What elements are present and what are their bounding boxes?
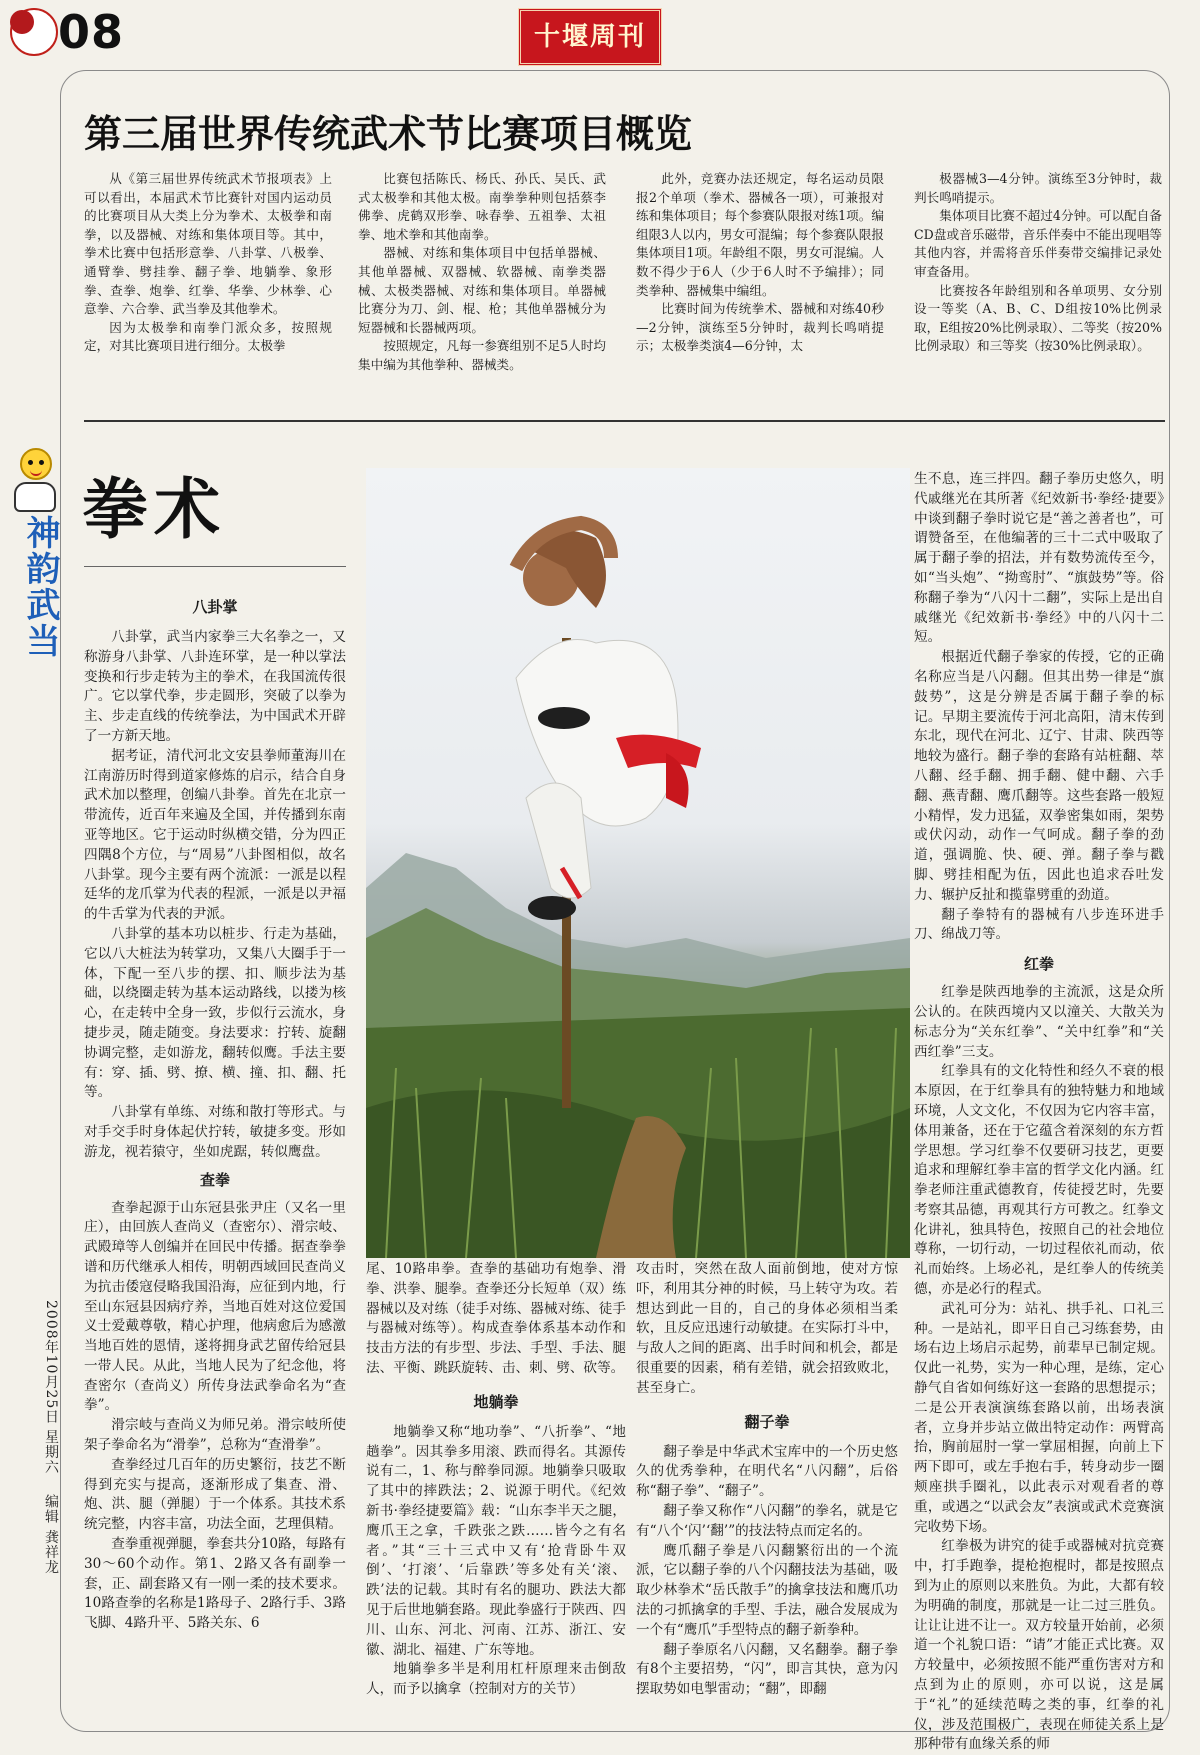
paragraph: 红拳具有的文化特性和经久不衰的根本原因，在于红拳具有的独特魅力和地域环境，人文文化，不仅因为它内容丰富，体用兼备，还在于它蕴含着深刻的东方哲学思想。学习红拳不仅要研习技艺，更要追求和理解红拳丰富的哲学文化内涵。红拳老师注重武德教育，传徒授艺时，先要考察其品德，再观其行方可教之。红拳文化讲礼，独具特色，按照自己的社会地位尊称，一切行动，一切过程依礼而动，依礼而始终。上场必礼，是红拳人的传统美德，亦是必行的程式。	[914, 1063, 1164, 1298]
paragraph: 从《第三届世界传统武术节报项表》上可以看出，本届武术节比赛针对国内运动员的比赛项目从大类上分为拳术、太极拳和南拳，以及器械、对练和集体项目等。其中，拳术比赛中包括形意拳、八卦掌、八极拳、通臂拳、劈挂拳、翻子拳、地躺拳、象形拳、查拳、炮拳、红拳、华拳、少林拳、心意拳、六合拳、武当拳及其他拳术。	[84, 171, 332, 317]
mascot-eye-icon	[28, 460, 33, 465]
paragraph: 武礼可分为：站礼、拱手礼、口礼三种。一是站礼，即平日自己习练套势，由场右边上场启示起势，前辈早已制定规。仅此一礼势，实为一种心理，是练，定心静气自省如何练好这一套路的思想提示；二是公开表演演练套路以前，出场表演者，立身并步站立做出特定动作：两臂高抬，胸前屈肘一掌一掌屈相握，向前上下两下即可，或左手抱右手，转身动步一圈颊座拱手圈礼，以此表示对观看者的尊重，或遇之“以武会友”表演或武术竞赛演完收势下场。	[914, 1300, 1164, 1535]
middle-column-b	[636, 1260, 898, 1730]
paragraph: 查拳重视弹腿，拳套共分10路，每路有30～60个动作。第1、2路又各有副拳一套，正、副套路又有一刚一柔的技术要求。10路查拳的名称是1路母子、2路行手、3路飞脚、4路升平、5路关东、6	[84, 1536, 346, 1632]
subheading-fanzi: 翻子拳	[744, 1412, 790, 1431]
paragraph: 比赛按各年龄组别和各单项男、女分别设一等奖（A、B、C、D组按10%比例录取，E组按20%比例录取）、二等奖（按20%比例录取）和三等奖（按30%比例录取）。	[914, 282, 1162, 354]
right-column	[914, 470, 1164, 1753]
column-name: 神韵武当	[20, 515, 60, 659]
section-title: 拳术	[82, 471, 226, 548]
article-column-4	[914, 170, 1162, 408]
mascot-body-icon	[14, 482, 56, 512]
paragraph: 红拳是陕西地拳的主流派，这是众所公认的。在陕西境内又以潼关、大散关为标志分为“关东红拳”、“关中红拳”和“关西红拳”三支。	[914, 984, 1164, 1060]
martial-artist-on-pole-icon	[366, 468, 910, 1258]
paragraph: 比赛时间为传统拳术、器械和对练40秒—2分钟，演练至5分钟时，裁判长鸣哨提示；太极拳类演4—6分钟，太	[636, 301, 884, 354]
paragraph: 按照规定，凡每一参赛组别不足5人时均集中编为其他拳种、器械类。	[358, 338, 606, 372]
paragraph: 器械、对练和集体项目中包括单器械、其他单器械、双器械、软器械、南拳类器械、太极类器械、对练和集体项目。单器械比赛分为刀、剑、棍、枪；其他单器械分为短器械和长器械两项。	[358, 245, 606, 335]
editor-credit: 编辑 龚祥龙	[43, 1494, 59, 1575]
article-column-1	[84, 170, 332, 408]
paragraph: 查拳起源于山东冠县张尹庄（又名一里庄），由回族人查尚义（查密尔）、滑宗岐、武殿璋等人创编并在回民中传播。据查拳拳谱和历代继承人相传，明朝西域回民查尚义为抗击倭寇侵略我国沿海，应征到内地，行至山东冠县因病疗养，当地百姓对这位爱国义士爱戴尊敬，精心护理，他病愈后为感激当地百姓的恩情，遂将拥身武艺留传给冠县一带人民。从此，当地人民为了纪念他，将查密尔（查尚义）所传身法武拳命名为“查拳”。	[84, 1199, 346, 1414]
paragraph: 翻子拳原名八闪翻，又名翻拳。翻子拳有8个主要招势，“闪”，即言其快，意为闪摆取势如电掣雷动；“翻”，即翻	[636, 1641, 898, 1698]
paragraph: 八卦掌有单练、对练和散打等形式。与对手交手时身体起伏拧转，敏捷多变。形如游龙，视若猿守，坐如虎踞，转似鹰盘。	[84, 1104, 346, 1160]
paragraph: 地躺拳又称“地功拳”、“八折拳”、“地趟拳”。因其拳多用滚、跌而得名。其源传说有二，1、称与醉拳同源。地躺拳只吸取了其中的摔跌法；2、说源于明代。《纪效新书·拳经捷要篇》载：“山东李半天之腿，鹰爪王之拿，千跌张之跌……皆今之有名者。”其“三十三式中又有‘抢背卧牛双倒’、‘打滚’、‘后靠跌’等多处有关‘滚、跌’法的记载。其时有名的腿功、跌法大都见于后世地躺套路。现此拳盛行于陕西、四川、山东、河北、河南、江苏、浙江、安徽、湖北、福建、广东等地。	[366, 1423, 626, 1658]
logo-emblem-icon	[10, 10, 34, 34]
section-divider	[84, 420, 1165, 422]
paragraph: 尾、10路串拳。查拳的基础功有炮拳、滑拳、洪拳、腿拳。查拳还分长短单（双）练器械以及对练（徒手对练、器械对练、徒手与器械对练等）。构成查拳体系基本动作和技击方法的有步型、步法、手型、手法、腿法、平衡、跳跃旋转、击、刺、劈、砍等。	[366, 1261, 626, 1376]
title-rule	[84, 566, 346, 567]
paragraph: 极器械3—4分钟。演练至3分钟时，裁判长鸣哨提示。	[914, 171, 1162, 205]
issue-date: 2008年10月25日 星期六	[43, 1300, 59, 1475]
paragraph: 据考证，清代河北文安县拳师董海川在江南游历时得到道家修炼的启示，结合自身武术加以整理，创编八卦拳。首先在北京一带流传，近百年来遍及全国，并传播到东南亚等地区。它于运动时纵横交错，分为四正四隅8个方位，与“周易”八卦图相似，故名八卦掌。现今主要有两个流派：一派是以程廷华的龙爪掌为代表的程派，一派是以尹福的牛舌掌为代表的尹派。	[84, 747, 346, 923]
paragraph: 翻子拳是中华武术宝库中的一个历史悠久的优秀拳种，在明代名“八闪翻”，后俗称“翻子拳”、“翻子”。	[636, 1443, 898, 1500]
subheading-bagua: 八卦掌	[192, 598, 238, 616]
paragraph: 八卦掌的基本功以桩步、行走为基础，它以八大桩法为转掌功，又集八大圈手于一体，下配一至八步的摆、扣、顺步法为基础，以绕圈走转为基本运动路线，以搂为核心，在走转中全身一致，步似行云流水，身捷步灵，随走随变。身法要求：拧转、旋翻协调完整，走如游龙，翻转似鹰。手法主要有：穿、插、劈、撩、横、撞、扣、翻、托等。	[84, 925, 346, 1101]
paragraph: 此外，竞赛办法还规定，每名运动员限报2个单项（拳术、器械各一项），可兼报对练和集体项目；每个参赛队限报对练1项。编组限3人以内，男女可混编；每个参赛队限报集体项目1项。年龄组不限，男女可混编。人数不得少于6人（少于6人时不予编排）；同类拳种、器械集中编组。	[636, 171, 884, 298]
paragraph: 八卦掌，武当内家拳三大名拳之一，又称游身八卦掌、八卦连环掌，是一种以掌法变换和行步走转为主的拳术，在我国流传很广。它以掌代拳，步走圆形，突破了以拳为主、步走直线的传统拳法，为中国武术开辟了一方新天地。	[84, 629, 346, 744]
paragraph: 生不息，连三拌四。翻子拳历史悠久，明代戚继光在其所著《纪效新书·拳经·捷要》中谈到翻子拳时说它是“善之善者也”，可谓赞备至，在他编著的三十二式中吸取了属于翻子拳的招法，并有数势流传至今，如“当头炮”、“拗鸾肘”、“旗鼓势”等。俗称翻子拳为“八闪十二翻”，实际上是出自戚继光《纪效新书·拳经》中的八闪十二短。	[914, 471, 1164, 646]
paragraph: 集体项目比赛不超过4分钟。可以配自备CD盘或音乐磁带，音乐伴奏中不能出现唱等其他内容，并需将音乐伴奏带交编排记录处审查备用。	[914, 208, 1162, 279]
article-column-3	[636, 170, 884, 408]
paragraph: 查拳经过几百年的历史繁衍，技艺不断得到充实与提高，逐渐形成了集查、滑、炮、洪、腿（弹腿）于一个体系。其技术系统完整，内容丰富，功法全面，艺理俱精。	[84, 1456, 346, 1533]
paragraph: 地躺拳多半是利用杠杆原理来击倒敌人，而予以擒拿（控制对方的关节）	[366, 1661, 626, 1698]
paragraph: 红拳极为讲究的徒手或器械对抗竞赛中，打手跑拳，提枪抱棍时，都是按照点到为止的原则以来胜负。为此，大都有较为明确的制度，那就是一让二过三胜负。让让让进不让一。双方较量开始前，必须道一个礼貌口语：“请”才能正式比赛。双方较量中，必须按照不能严重伤害对方和点到为止的原则，亦可以说，这是属于“礼”的延续范畴之类的事，红拳的礼仪，涉及范围极广，表现在师徒关系上是那种带有血缘关系的师	[914, 1538, 1164, 1753]
paragraph: 翻子拳特有的器械有八步连环进手刀、绵战刀等。	[914, 906, 1164, 943]
martial-artist-photo	[366, 468, 910, 1258]
paragraph: 翻子拳又称作“八闪翻”的拳名，就是它有“八个‘闪’‘翻’”的技法特点而定名的。	[636, 1502, 898, 1539]
paragraph: 鹰爪翻子拳是八闪翻繁衍出的一个流派，它以翻子拳的八个闪翻技法为基础，吸取少林拳术“岳氏散手”的擒拿技法和鹰爪功法的刁抓擒拿的手型、手法，融合发展成为一个有“鹰爪”手型特点的翻子新拳种。	[636, 1542, 898, 1638]
page-number: 08	[58, 5, 125, 59]
subheading-cha: 查拳	[199, 1170, 230, 1189]
article-column-2	[358, 170, 606, 408]
date-editor-strip	[30, 1300, 60, 1575]
middle-column-a	[366, 1260, 626, 1730]
paragraph: 根据近代翻子拳家的传授，它的正确名称应当是八闪翻。但其出势一律是“旗鼓势”，这是分辨是否属于翻子拳的标记。早期主要流传于河北高阳，清末传到东北，现代在河北、辽宁、甘肃、陕西等地较为盛行。翻子拳的套路有站桩翻、萃八翻、经手翻、拥手翻、健中翻、六手翻、燕青翻、鹰爪翻等。这些套路一般短小精悍，发力迅猛，双拳密集如雨，架势或伏闪动，动作一气呵成。翻子拳的劲道，强调脆、快、硬、弹。翻子拳与戳脚、劈挂相配为伍，因此也追求吞吐发力、辗护反扯和揽靠劈重的劲道。	[914, 649, 1164, 903]
publication-name: 十堰周刊	[533, 22, 646, 52]
paragraph: 滑宗岐与查尚义为师兄弟。滑宗岐所使架子拳命名为“滑拳”，总称为“查滑拳”。	[84, 1417, 346, 1454]
left-column	[84, 596, 346, 1726]
paragraph: 因为太极拳和南拳门派众多，按照规定，对其比赛项目进行细分。太极拳	[84, 319, 332, 354]
mascot-eye-icon	[39, 460, 44, 465]
article-title: 第三届世界传统武术节比赛项目概览	[84, 111, 693, 156]
paragraph: 比赛包括陈氏、杨氏、孙氏、吴氏、武式太极拳和其他太极。南拳拳种则包括蔡李佛拳、虎鹤双形拳、咏春拳、五祖拳、太祖拳、地术拳和其他南拳。	[358, 171, 606, 242]
paragraph: 攻击时，突然在敌人面前倒地，使对方惊吓，利用其分神的时候，马上转守为攻。若想达到此一目的，自己的身体必须相当柔软，且反应迅速行动敏捷。在实际打斗中，与敌人之间的距离、出手时间和机会，都是很重要的因素，稍有差错，就会招致败北，甚至身亡。	[636, 1261, 898, 1396]
subheading-hong: 红拳	[1023, 955, 1054, 974]
subheading-ditang: 地躺拳	[473, 1392, 519, 1411]
